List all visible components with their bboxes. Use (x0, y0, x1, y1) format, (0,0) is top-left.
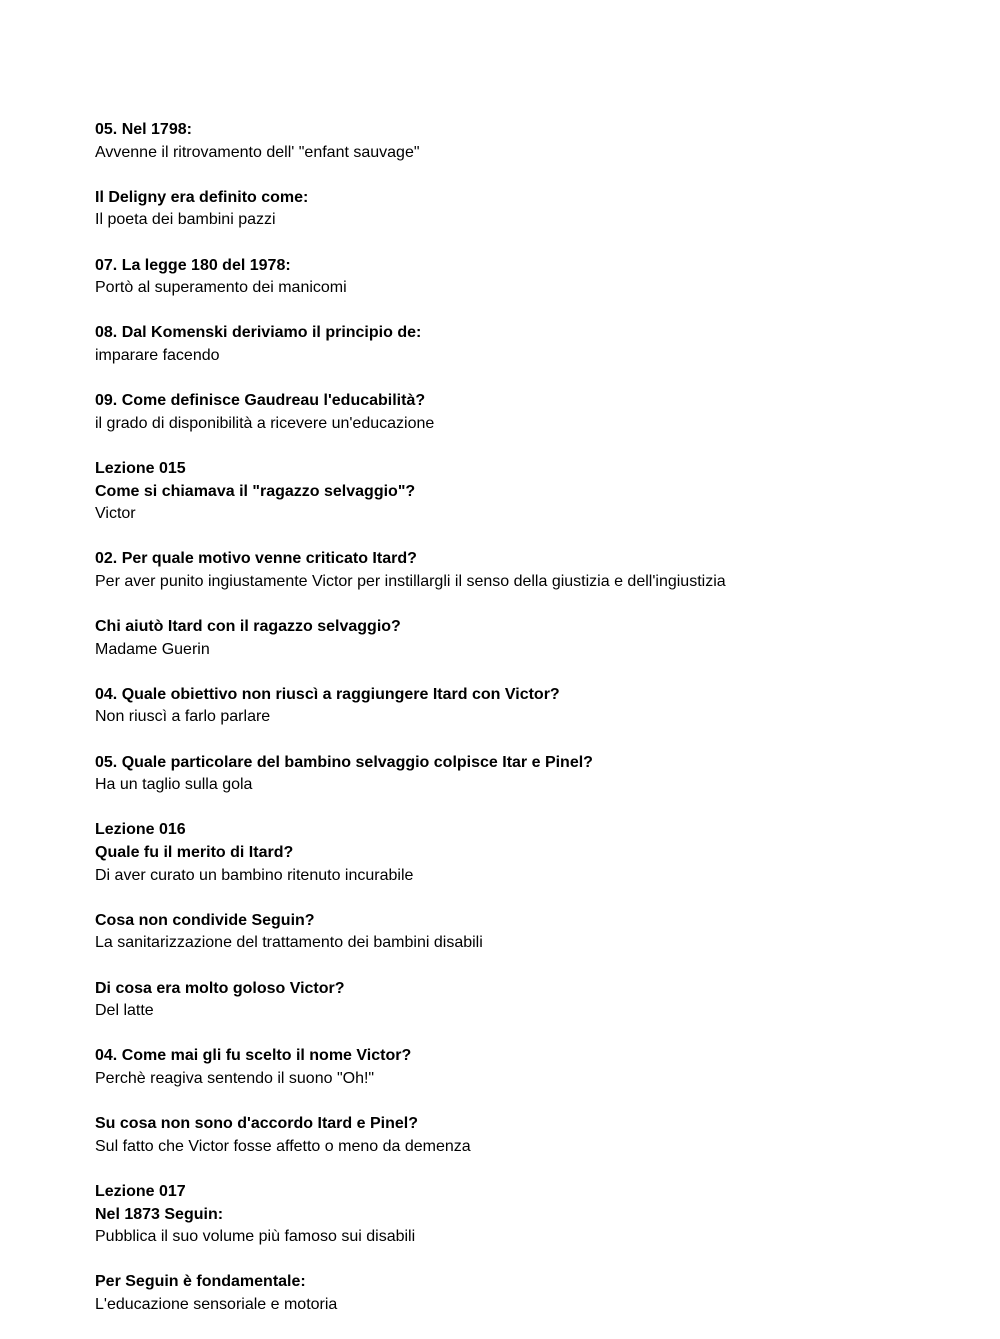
spacer (95, 435, 975, 458)
spacer (95, 887, 975, 910)
qa-block (95, 910, 975, 955)
question-text: 02. Per quale motivo venne criticato Itard? (95, 550, 417, 568)
spacer (95, 164, 975, 187)
qa-block (95, 1045, 975, 1090)
spacer (95, 526, 975, 549)
spacer (95, 593, 975, 616)
qa-block (95, 752, 975, 797)
qa-block (95, 119, 975, 164)
answer-text: il grado di disponibilità a ricevere un'educazione (95, 414, 435, 432)
question-text: Come si chiamava il "ragazzo selvaggio"? (95, 482, 416, 500)
question-text: Chi aiutò Itard con il ragazzo selvaggio? (95, 618, 401, 636)
answer-text: L'educazione sensoriale e motoria (95, 1295, 338, 1313)
question-text: 09. Come definisce Gaudreau l'educabilità? (95, 392, 426, 410)
answer-text: Perchè reagiva sentendo il suono "Oh!" (95, 1069, 375, 1087)
question-text: Per Seguin è fondamentale: (95, 1273, 306, 1291)
answer-text: imparare facendo (95, 346, 220, 364)
answer-text: Avvenne il ritrovamento dell' "enfant sauvage" (95, 143, 420, 161)
question-text: 05. Quale particolare del bambino selvaggio colpisce Itar e Pinel? (95, 753, 593, 771)
answer-text: Non riuscì a farlo parlare (95, 708, 271, 726)
qa-block (95, 1271, 975, 1316)
question-text: 07. La legge 180 del 1978: (95, 256, 291, 274)
qa-block (95, 616, 975, 661)
spacer (95, 1023, 975, 1046)
spacer (95, 232, 975, 255)
qa-block (95, 458, 975, 526)
spacer (95, 300, 975, 323)
question-text: 05. Nel 1798: (95, 121, 192, 138)
spacer (95, 1249, 975, 1272)
question-text: Cosa non condivide Seguin? (95, 911, 315, 929)
lesson-heading: Lezione 016 (95, 821, 186, 839)
answer-text: Di aver curato un bambino ritenuto incurabile (95, 866, 414, 884)
lesson-heading: Lezione 015 (95, 459, 186, 477)
spacer (95, 368, 975, 391)
question-text: Quale fu il merito di Itard? (95, 844, 294, 861)
qa-block (95, 819, 975, 887)
answer-text: Il poeta dei bambini pazzi (95, 211, 276, 229)
spacer (95, 661, 975, 684)
spacer (95, 955, 975, 978)
qa-block (95, 187, 975, 232)
question-text: Su cosa non sono d'accordo Itard e Pinel? (95, 1115, 418, 1133)
spacer (95, 1158, 975, 1181)
question-text: Nel 1873 Seguin: (95, 1205, 224, 1223)
answer-text: Madame Guerin (95, 640, 210, 658)
qa-block (95, 390, 975, 435)
spacer (95, 797, 975, 820)
question-text: 08. Dal Komenski deriviamo il principio de: (95, 324, 422, 342)
qa-block (95, 1113, 975, 1158)
answer-text: Per aver punito ingiustamente Victor per instillargli il senso della giustizia e dell'ingiustizia (95, 572, 726, 590)
answer-text: La sanitarizzazione del trattamento dei bambini disabili (95, 934, 483, 952)
qa-block (95, 978, 975, 1023)
answer-text: Portò al superamento dei manicomi (95, 279, 347, 297)
answer-text: Del latte (95, 1002, 154, 1020)
qa-block (95, 255, 975, 300)
question-text: Di cosa era molto goloso Victor? (95, 979, 345, 997)
answer-text: Pubblica il suo volume più famoso sui disabili (95, 1228, 416, 1246)
spacer (95, 729, 975, 752)
spacer (95, 1091, 975, 1114)
answer-text: Sul fatto che Victor fosse affetto o meno da demenza (95, 1137, 471, 1155)
question-text: 04. Quale obiettivo non riuscì a raggiungere Itard con Victor? (95, 685, 560, 703)
qa-block (95, 1181, 975, 1249)
document-page (95, 119, 975, 1316)
qa-block (95, 548, 975, 593)
qa-block (95, 684, 975, 729)
answer-text: Ha un taglio sulla gola (95, 776, 253, 794)
lesson-heading: Lezione 017 (95, 1182, 186, 1200)
qa-block (95, 322, 975, 367)
question-text: Il Deligny era definito come: (95, 188, 309, 206)
answer-text: Victor (95, 505, 136, 523)
question-text: 04. Come mai gli fu scelto il nome Victor? (95, 1047, 412, 1065)
